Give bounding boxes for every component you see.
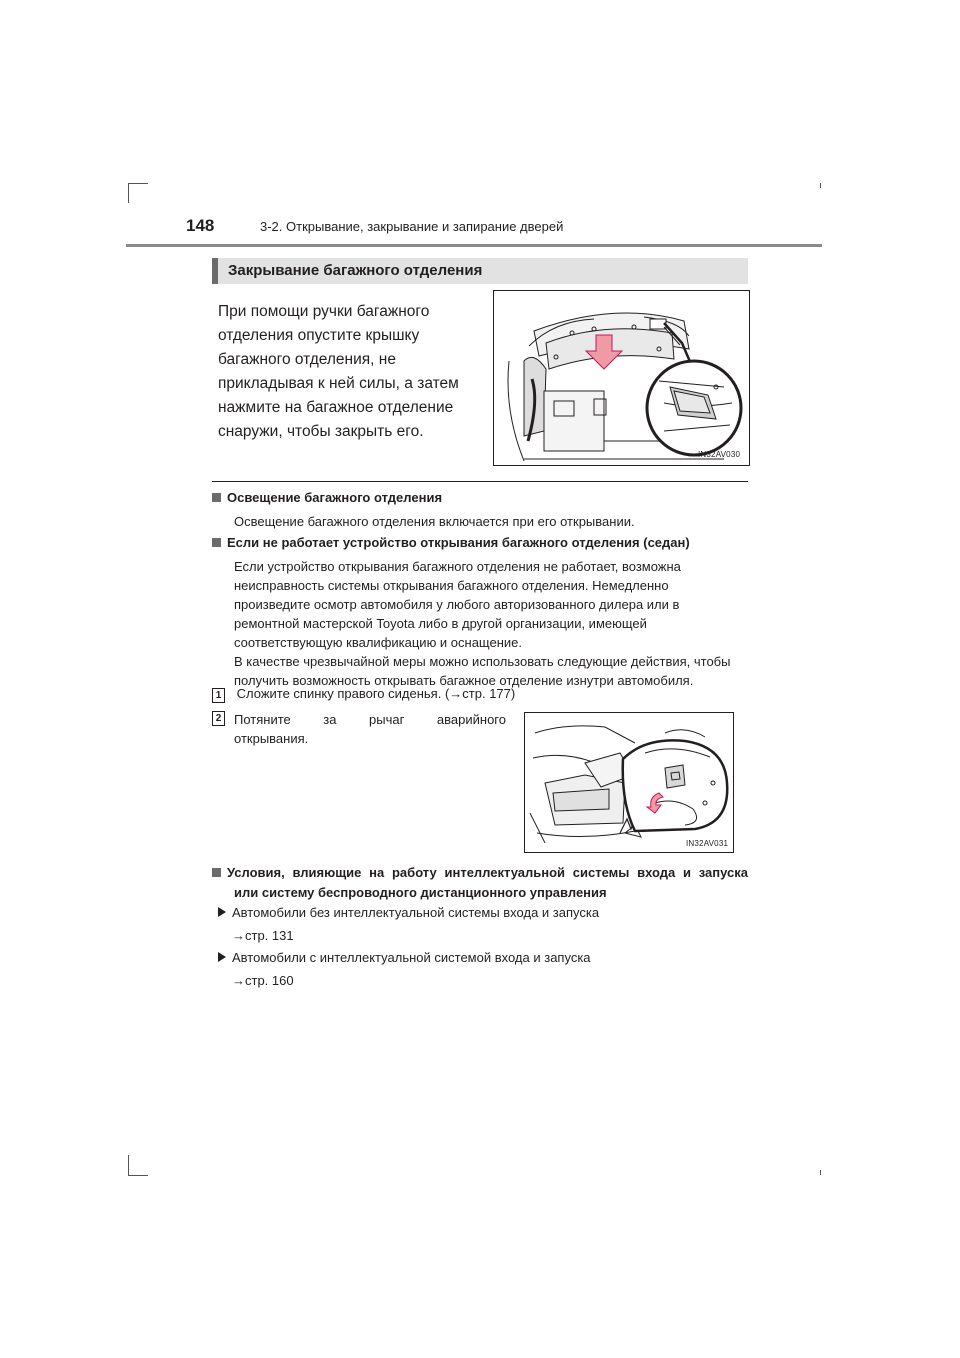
step-2-text	[234, 710, 506, 748]
section-divider	[212, 481, 748, 482]
chapter-title: 3-2. Открывание, закрывание и запирание дверей	[260, 219, 564, 234]
square-bullet-icon	[212, 868, 221, 877]
note-line: получить возможность открывать багажное отделение изнутри автомобиля.	[234, 673, 694, 688]
header-rule	[126, 244, 822, 247]
page-reference-link[interactable]: стр. 131	[245, 928, 294, 943]
page-number: 148	[186, 216, 215, 235]
trunk-lid-drawing	[494, 291, 749, 465]
intro-line: багажного отделения, не	[218, 351, 396, 368]
crop-mark-top-left-h	[128, 183, 148, 184]
arrow-icon: →	[449, 686, 463, 701]
intro-line: При помощи ручки багажного	[218, 303, 430, 320]
crop-mark-bottom-left	[128, 1155, 129, 1175]
note-line: В качестве чрезвычайной меры можно использовать следующие действия, чтобы	[234, 654, 731, 669]
intro-paragraph	[218, 300, 478, 444]
trunk-closing-illustration	[493, 290, 750, 466]
note-line: ремонтной мастерской Toyota либо в другой организации, имеющей	[234, 616, 647, 631]
square-bullet-icon	[212, 538, 221, 547]
triangle-bullet-icon	[218, 907, 226, 917]
note-line: Если устройство открывания багажного отделения не работает, возможна	[234, 559, 681, 574]
note-heading-trunk-light: Освещение багажного отделения	[212, 490, 442, 505]
condition-item-1: Автомобили без интеллектуальной системы входа и запуска	[218, 905, 599, 920]
crop-mark-top-left	[128, 183, 129, 203]
intro-line: снаружи, чтобы закрыть его.	[218, 423, 424, 440]
page-reference-link[interactable]: стр. 160	[245, 973, 294, 988]
condition-item-2: Автомобили с интеллектуальной системой входа и запуска	[218, 950, 591, 965]
crop-mark-bottom-left-h	[128, 1175, 148, 1176]
emergency-lever-illustration	[524, 712, 734, 853]
arrow-icon: →	[232, 973, 245, 988]
square-bullet-icon	[212, 493, 221, 502]
figure-code: IN32AV030	[698, 450, 741, 459]
step-1	[212, 686, 515, 703]
note-line: произведите осмотр автомобиля у любого авторизованного дилера или в	[234, 597, 680, 612]
note-text-opener-failure	[234, 557, 748, 690]
note-heading-opener-failure: Если не работает устройство открывания багажного отделения (седан)	[212, 535, 690, 550]
step-1-text: Сложите спинку правого сиденья. (→стр. 177)	[236, 686, 516, 701]
intro-line: отделения опустите крышку	[218, 327, 420, 344]
figure-code: IN32AV031	[686, 839, 729, 848]
step-line: Потяните за рычаг аварийного	[234, 712, 506, 727]
step-number-badge: 2	[212, 711, 225, 726]
step-number-badge: 1	[212, 688, 225, 703]
intro-line: нажмите на багажное отделение	[218, 399, 454, 416]
section-title: Закрывание багажного отделения	[228, 262, 483, 279]
conditions-heading: Условия, влияющие на работу интеллектуальной системы входа и запуска или систему беспроводного дистанционного управления	[212, 863, 748, 903]
section-title-bar	[212, 258, 748, 284]
step-line: открывания.	[234, 731, 309, 746]
note-text-trunk-light: Освещение багажного отделения включается при его открывании.	[234, 514, 635, 529]
triangle-bullet-icon	[218, 952, 226, 962]
note-line: соответствующую квалификацию и оснащение.	[234, 635, 522, 650]
condition-ref-2	[232, 973, 294, 988]
page-reference-link[interactable]: стр. 177	[462, 686, 511, 701]
note-line: неисправность системы открывания багажного отделения. Немедленно	[234, 578, 669, 593]
crop-mark-top-right	[820, 183, 821, 188]
intro-line: прикладывая к ней силы, а затем	[218, 375, 459, 392]
condition-ref-1	[232, 928, 294, 943]
crop-mark-bottom-right	[820, 1170, 821, 1175]
trunk-interior-drawing	[525, 713, 733, 852]
step-2	[212, 709, 225, 726]
arrow-icon: →	[232, 928, 245, 943]
